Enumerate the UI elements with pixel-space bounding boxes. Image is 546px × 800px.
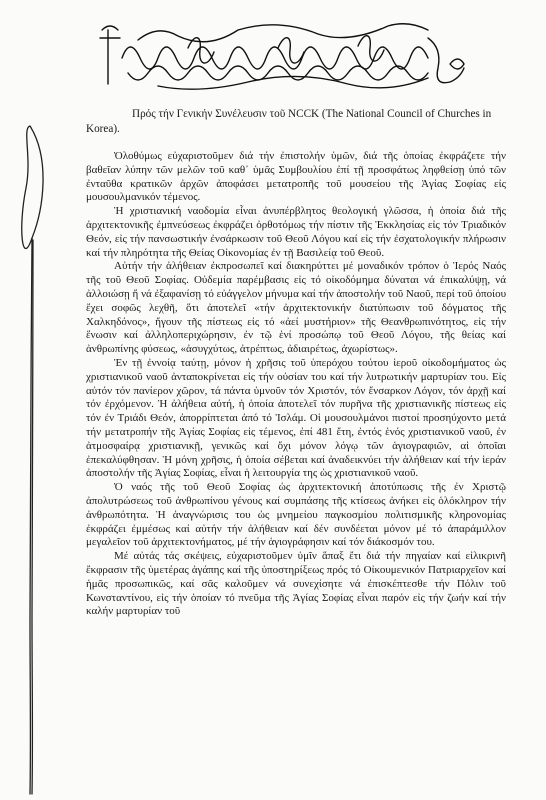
paragraph: Μέ αὐτάς τάς σκέψεις, εὐχαριστοῦμεν ὑμῖν ἅπαξ ἔτι διά τήν πηγαίαν καί εἰλικρινῆ ἔκφρασιν τῆς ὑμετέρας ἀγάπης καί τῆς ὑποστηρίξεως πρός τό Οἰκουμενικόν Πατριαρχεῖον καί ἡμᾶς προσωπικῶς, καί σᾶς καλοῦμεν νά συνεχίσητε νά ἐπισκέπτεσθε τήν Πόλιν τοῦ Κωνσταντίνου, εἰς τήν ὁποίαν τό πνεῦμα τῆς Ἁγίας Σοφίας εἶναι παρόν εἰς τήν ζωήν καί τήν καλήν μαρτυρίαν τοῦ bbox=[86, 550, 506, 618]
handwritten-signature-icon bbox=[98, 18, 478, 96]
paragraph: Ἐν τῇ ἐννοίᾳ ταύτῃ, μόνον ἡ χρῆσις τοῦ ὑπερόχου τούτου ἱεροῦ οἰκοδομήματος ὡς χριστιανικοῦ ναοῦ ἀνταποκρίνεται εἰς τήν οὐσίαν του καί τήν λυτρωτικήν μαρτυρίαν του. Εἰς αὐτόν τόν πανίερον χῶρον, τά πάντα ὑμνοῦν τόν Χριστόν, τόν ἔνσαρκον Λόγον, τόν ἀρχῇ καί τόν ἐρχόμενον. Ἡ ἀλήθεια αὐτή, ἡ ὁποία ἀποτελεῖ τόν πυρῆνα τῆς χριστιανικῆς πίστεως εἰς τόν ἐν Τριάδι Θεόν, ἀπορρίπτεται ἀπό τό Ἰσλάμ. Οἱ μουσουλμάνοι πιστοί προσηύχοντο μετά τήν μετατροπήν τῆς Ἁγίας Σοφίας εἰς τέμενος, ἐπί 481 ἔτη, ἐντός ἑνός χριστιανικοῦ ναοῦ, ἐν ἀτμοσφαίρᾳ χριστιανικῇ, γενικῶς καί ὄχι μόνον λόγῳ τῶν ἁγιογραφιῶν, αἱ ὁποῖαι ἐπεκαλύφθησαν. Ἡ μόνη χρῆσις, ἡ ὁποία σέβεται καί ἀναδεικνύει τήν ἀλήθειαν καί τήν ἱεράν ἀποστολήν τῆς Ἁγίας Σοφίας, εἶναι ἡ λειτουργία της ὡς χριστιανικοῦ ναοῦ. bbox=[86, 356, 506, 480]
paragraph: Αὐτήν τήν ἀλήθειαν ἐκπροσωπεῖ καί διακηρύττει μέ μοναδικόν τρόπον ὁ Ἱερός Ναός τῆς τοῦ Θεοῦ Σοφίας. Οὐδεμία παρέμβασις εἰς τό οἰκοδόμημα δύναται νά ἐπικαλύψῃ, νά ἀλλοιώσῃ ἤ νά ἐξαφανίσῃ τό εὐάγγελον μήνυμα καί τήν ἀποστολήν τοῦ Ναοῦ, περί τοῦ ὁποίου ἔχει σοφῶς λεχθῆ, ὅτι ἀποτελεῖ «τήν ἀρχιτεκτονικήν διατύπωσιν τοῦ δόγματος τῆς Χαλκηδόνος», ἤγουν τῆς πίστεως εἰς τό «ἀεί μυστήριον» τῆς Θεανθρωπινότητος, εἰς τήν ἕνωσιν καί ἀλληλοπεριχώρησιν, ἐν τῷ ἑνί προσώπῳ τοῦ Θεοῦ Λόγου, τῆς θείας καί ἀνθρωπίνης φύσεως, «ἀσυγχύτως, ἀτρέπτως, ἀδιαιρέτως, ἀχωρίστως». bbox=[86, 260, 507, 356]
paragraph: Ὁλοθύμως εὐχαριστοῦμεν διά τήν ἐπιστολήν ὑμῶν, διά τῆς ὁποίας ἐκφράζετε τήν βαθεῖαν λύπην τῶν μελῶν τοῦ καθ᾽ ὑμᾶς Συμβουλίου ἐπί τῇ προσφάτως ληφθείσῃ ὑπό τῶν ἐνταῦθα κρατικῶν ἀρχῶν ἀποφάσει μετατροπῆς τοῦ μουσείου τῆς Ἁγίας Σοφίας εἰς μουσουλμανικόν τέμενος. bbox=[86, 150, 506, 204]
addressee-line: Πρός τήν Γενικήν Συνέλευσιν τοῦ NCCK (The National Council of Churches in Korea). bbox=[86, 108, 492, 135]
paragraph: Ἡ χριστιανική ναοδομία εἶναι ἀνυπέρβλητος θεολογική γλῶσσα, ἡ ὁποία διά τῆς ἀρχιτεκτονικῆς ἐμπνεύσεως ἐκφράζει ὀρθοτόμως τήν πίστιν τῆς Ἐκκλησίας εἰς τόν Τριαδικόν Θεόν, εἰς τήν πανσωστικήν ἐνσάρκωσιν τοῦ Θεοῦ Λόγου καί εἰς τήν ἐσχατολογικήν πλήρωσιν καί τήν πληρότητα τῆς Θείας Οἰκονομίας ἐν τῇ Βασιλείᾳ τοῦ Θεοῦ. bbox=[86, 205, 506, 259]
binding-cord-icon bbox=[10, 118, 50, 796]
letter-body bbox=[86, 150, 506, 619]
paragraph: Ὁ ναός τῆς τοῦ Θεοῦ Σοφίας ὡς ἀρχιτεκτονική ἀποτύπωσις τῆς ἐν Χριστῷ ἀπολυτρώσεως τοῦ ἀνθρωπίνου γένους καί συμπάσης τῆς κτίσεως ἀνήκει εἰς ὁλόκληρον τήν ἀνθρωπότητα. Ἡ ἀναγνώρισις του ὡς μνημείου παγκοσμίου πολιτισμικῆς κληρονομίας ἐκφράζει ἐμμέσως καί αὐτήν τήν ἀλήθειαν καί δέν συνδέεται μόνον μέ τό ἀπαράμιλλον μεγαλεῖον τοῦ ἀρχιτεκτονήματος, μέ τήν ἁγιογράφησιν καί τόν διάκοσμόν του. bbox=[86, 481, 506, 549]
